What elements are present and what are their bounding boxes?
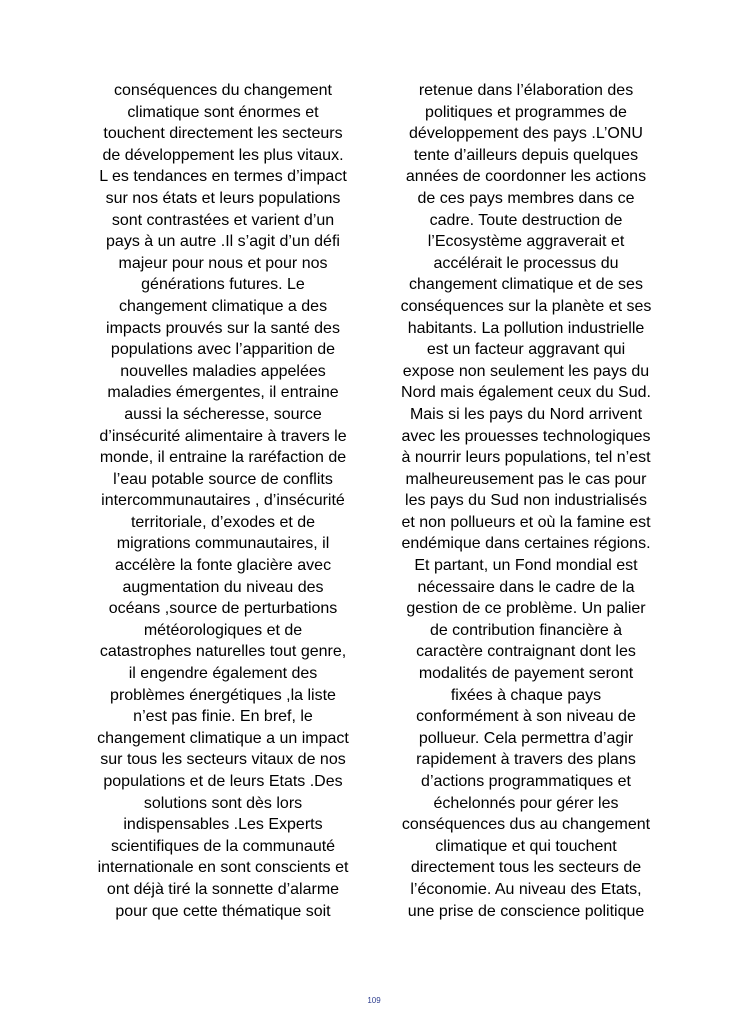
text-line: monde, il entraine la raréfaction de: [99, 449, 347, 467]
text-line: nouvelles maladies appelées: [120, 362, 326, 380]
text-line: augmentation du niveau des: [122, 578, 324, 596]
text-line: pour que cette thématique soit: [115, 902, 331, 920]
text-line: accélérait le processus du: [433, 254, 619, 272]
text-line: et non pollueurs et où la famine est: [401, 513, 651, 531]
text-line: climatique et qui touchent: [435, 837, 617, 855]
text-line: majeur pour nous et pour nos: [118, 254, 328, 272]
text-line: changement climatique a des: [118, 297, 328, 315]
text-line: populations et de leurs Etats .Des: [103, 773, 343, 790]
text-line: rapidement à travers des plans: [416, 751, 636, 769]
text-line: nécessaire dans le cadre de la: [417, 578, 635, 596]
text-line: internationale en sont conscients et: [97, 859, 349, 877]
text-line: il engendre également des: [128, 665, 318, 683]
right-text-column: [376, 80, 676, 922]
text-line: caractère contraignant dont les: [416, 643, 636, 661]
text-line: climatique sont énormes et: [127, 103, 319, 121]
text-line: tente d’ailleurs depuis quelques: [413, 146, 639, 164]
text-line: sont contrastées et varient d’un: [111, 211, 335, 229]
text-line: conséquences dus au changement: [401, 816, 651, 834]
text-line: de développement les plus vitaux.: [102, 146, 344, 164]
text-line: de contribution financière à: [429, 621, 623, 639]
text-line: fixées à chaque pays: [450, 686, 602, 704]
text-line: indispensables .Les Experts: [123, 816, 323, 834]
text-line: Et partant, un Fond mondial est: [414, 557, 638, 575]
text-line: retenue dans l’élaboration des: [418, 82, 634, 99]
text-line: conformément à son niveau de: [416, 708, 636, 726]
text-line: années de coordonner les actions: [405, 168, 647, 186]
text-line: accélère la fonte glacière avec: [114, 557, 332, 575]
text-line: endémique dans certaines régions.: [401, 535, 651, 553]
text-line: gestion de ce problème. Un palier: [406, 600, 646, 618]
text-line: pays à un autre .Il s’agit d’un défi: [106, 233, 340, 251]
text-line: impacts prouvés sur la santé des: [106, 319, 340, 337]
text-line: conséquences du changement: [114, 82, 332, 99]
text-line: pollueur. Cela permettra d’agir: [418, 729, 634, 747]
text-line: malheureusement pas le cas pour: [405, 470, 647, 488]
text-line: changement climatique a un impact: [97, 729, 349, 747]
text-line: aussi la sécheresse, source: [124, 405, 322, 423]
text-line: d’insécurité alimentaire à travers le: [99, 427, 347, 445]
text-line: l’économie. Au niveau des Etats,: [410, 880, 642, 898]
text-line: modalités de payement seront: [418, 665, 634, 683]
text-line: populations avec l’apparition de: [110, 341, 336, 359]
text-line: habitants. La pollution industrielle: [407, 319, 645, 337]
text-line: sur tous les secteurs vitaux de nos: [100, 751, 346, 769]
text-line: développement des pays .L’ONU: [409, 125, 643, 143]
text-line: problèmes énergétiques ,la liste: [110, 686, 336, 704]
text-line: maladies émergentes, il entraine: [107, 384, 339, 402]
text-line: générations futures. Le: [141, 276, 305, 294]
text-line: cadre. Toute destruction de: [429, 211, 623, 229]
text-line: scientifiques de la communauté: [110, 837, 336, 855]
text-line: migrations communautaires, il: [116, 535, 330, 553]
text-line: changement climatique et de ses: [409, 276, 643, 294]
text-line: directement tous les secteurs de: [410, 859, 642, 877]
text-line: solutions sont dès lors: [143, 794, 303, 812]
text-line: est un facteur aggravant qui: [426, 341, 626, 359]
text-line: L es tendances en termes d’impact: [99, 168, 347, 186]
text-line: une prise de conscience politique: [407, 902, 645, 920]
text-line: touchent directement les secteurs: [103, 125, 343, 143]
text-line: avec les prouesses technologiques: [401, 427, 651, 445]
text-line: catastrophes naturelles tout genre,: [99, 643, 347, 661]
text-line: océans ,source de perturbations: [108, 600, 338, 618]
text-line: Nord mais également ceux du Sud.: [401, 384, 651, 402]
text-line: d’actions programmatiques et: [421, 773, 631, 790]
text-line: expose non seulement les pays du: [402, 362, 650, 380]
page-number: 109: [367, 996, 381, 1005]
text-line: météorologiques et de: [143, 621, 303, 639]
left-text-column: [73, 80, 373, 922]
text-line: à nourrir leurs populations, tel n’est: [401, 449, 651, 467]
text-line: les pays du Sud non industrialisés: [405, 492, 647, 510]
text-line: ont déjà tiré la sonnette d’alarme: [106, 880, 340, 898]
text-line: sur nos états et leurs populations: [105, 189, 341, 207]
text-line: échelonnés pour gérer les: [433, 794, 619, 812]
text-line: conséquences sur la planète et ses: [400, 297, 652, 315]
text-line: politiques et programmes de: [425, 103, 627, 121]
text-line: intercommunautaires , d’insécurité: [101, 492, 345, 510]
text-line: de ces pays membres dans ce: [417, 189, 635, 207]
text-line: n’est pas finie. En bref, le: [133, 708, 313, 726]
text-line: Mais si les pays du Nord arrivent: [409, 405, 643, 423]
text-line: territoriale, d’exodes et de: [130, 513, 316, 531]
text-line: l’eau potable source de conflits: [113, 470, 333, 488]
text-line: l’Ecosystème aggraverait et: [427, 233, 625, 251]
